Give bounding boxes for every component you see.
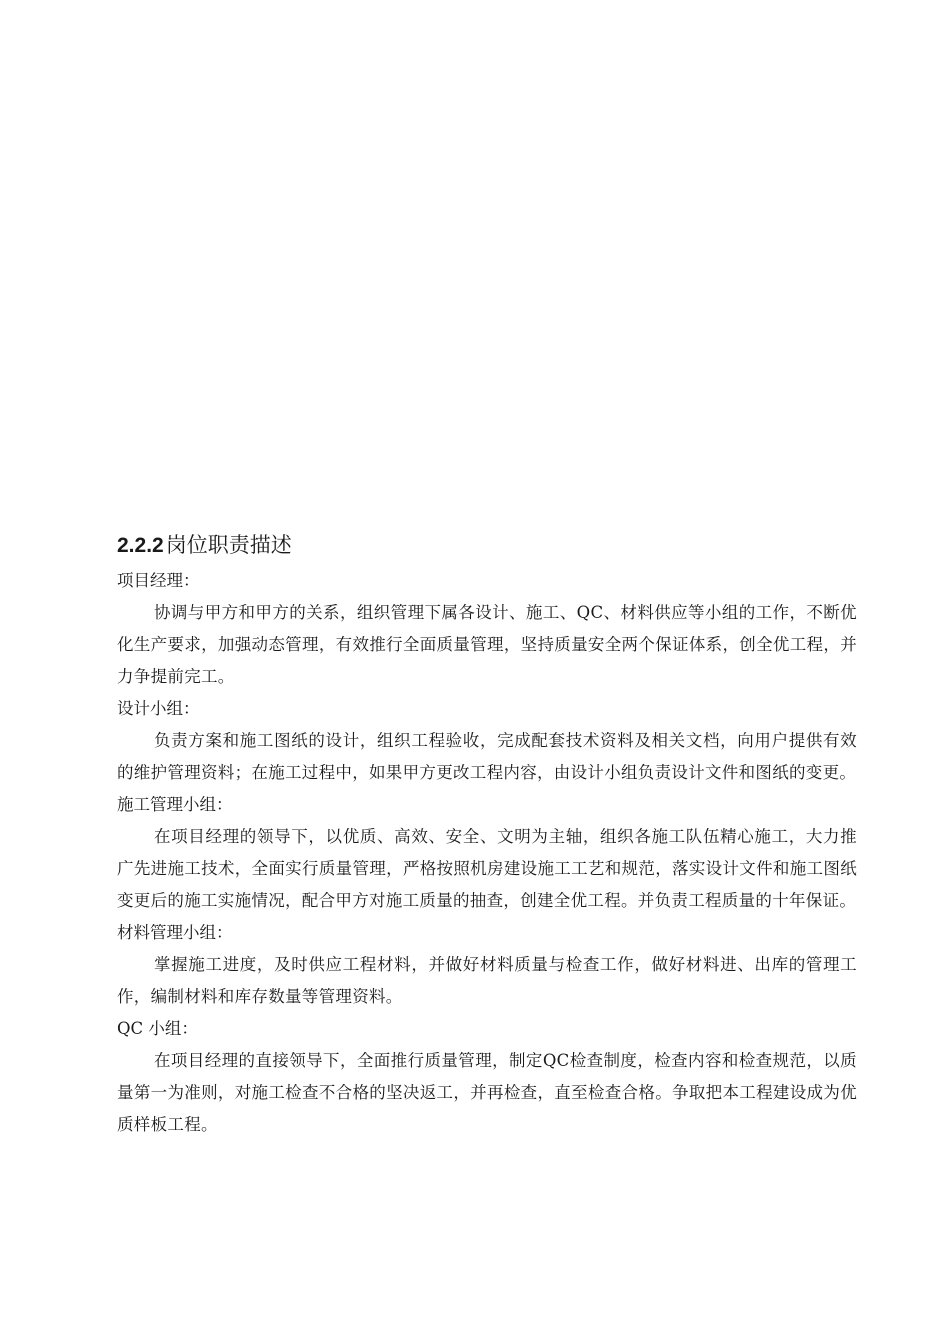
role-materials-team <box>117 917 857 1013</box>
role-project-manager <box>117 565 857 693</box>
role-qc-team <box>117 1013 857 1141</box>
role-title: 材料管理小组： <box>117 923 233 942</box>
role-design-team <box>117 693 857 789</box>
role-title: 施工管理小组： <box>117 795 233 814</box>
role-title: 项目经理： <box>117 571 200 590</box>
role-title: 设计小组： <box>117 699 200 718</box>
role-description: 在项目经理的直接领导下，全面推行质量管理，制定QC检查制度，检查内容和检查规范，以质量第一为准则，对施工检查不合格的坚决返工，并再检查，直至检查合格。争取把本工程建设成为优质样板工程。 <box>117 1051 857 1134</box>
section-title: 岗位职责描述 <box>165 533 292 557</box>
role-title: QC 小组： <box>117 1019 198 1038</box>
role-description: 在项目经理的领导下，以优质、高效、安全、文明为主轴，组织各施工队伍精心施工，大力推广先进施工技术，全面实行质量管理，严格按照机房建设施工工艺和规范，落实设计文件和施工图纸变更后的施工实施情况，配合甲方对施工质量的抽查，创建全优工程。并负责工程质量的十年保证。 <box>117 827 857 910</box>
role-description: 协调与甲方和甲方的关系，组织管理下属各设计、施工、QC、材料供应等小组的工作，不断优化生产要求，加强动态管理，有效推行全面质量管理，坚持质量安全两个保证体系，创全优工程，并力争提前完工。 <box>117 603 857 686</box>
role-construction-team <box>117 789 857 917</box>
role-description: 掌握施工进度，及时供应工程材料，并做好材料质量与检查工作，做好材料进、出库的管理工作，编制材料和库存数量等管理资料。 <box>117 955 857 1006</box>
document-content <box>117 530 857 1141</box>
role-description: 负责方案和施工图纸的设计，组织工程验收，完成配套技术资料及相关文档，向用户提供有效的维护管理资料；在施工过程中，如果甲方更改工程内容，由设计小组负责设计文件和图纸的变更。 <box>117 731 857 782</box>
section-number: 2.2.2 <box>117 534 164 557</box>
section-heading <box>117 530 857 561</box>
